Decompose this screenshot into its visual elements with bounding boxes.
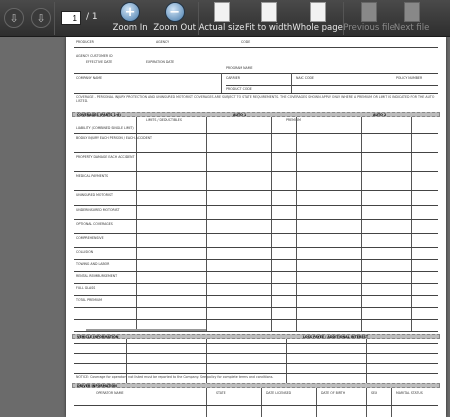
download-icon: ⇩ bbox=[4, 8, 24, 28]
auto-2-header: AUTO 2 bbox=[373, 112, 387, 117]
coverage-row-label: TOWING AND LABOR bbox=[76, 262, 110, 266]
coverage-row-label: COLLISION bbox=[76, 250, 94, 254]
form-rule bbox=[74, 133, 438, 134]
driver-section-header bbox=[72, 383, 440, 388]
page-number-input[interactable] bbox=[61, 11, 81, 25]
producer-label: PRODUCER bbox=[76, 40, 94, 44]
zoom-out-icon: − bbox=[165, 2, 185, 22]
loss-payee-label: LOSS PAYEE / ADDITIONAL INTEREST bbox=[303, 334, 369, 339]
pdf-page bbox=[66, 37, 446, 417]
zoom-in-icon: + bbox=[120, 2, 140, 22]
fit-to-width-icon bbox=[261, 2, 277, 22]
coverage-row-label: COMPREHENSIVE bbox=[76, 236, 104, 240]
agency-label: AGENCY bbox=[156, 40, 170, 44]
form-rule bbox=[206, 117, 207, 331]
form-rule bbox=[261, 388, 262, 417]
print-icon: ⇩ bbox=[31, 8, 51, 28]
notice-text: NOTICE: Coverage for operators not listed must be reported to the Company. See policy for complete terms and conditions. bbox=[76, 375, 274, 379]
coverages-title: COVERAGES (PARTS 1-6) bbox=[77, 112, 121, 117]
previous-file-button[interactable] bbox=[344, 0, 395, 37]
form-rule bbox=[74, 363, 438, 364]
marital-header: MARITAL STATUS bbox=[396, 391, 423, 395]
toolbar-divider bbox=[54, 2, 55, 35]
vehicle-title: VEHICLE INFORMATION bbox=[77, 334, 119, 339]
page-total-label: / 1 bbox=[86, 12, 98, 22]
actual-size-icon bbox=[214, 2, 230, 22]
coverage-row-label: LIABILITY (COMBINED SINGLE LIMIT) bbox=[76, 126, 134, 130]
product-label: PRODUCT CODE bbox=[226, 87, 252, 91]
next-file-label: Next file bbox=[393, 23, 430, 33]
zoom-out-label: Zoom Out bbox=[153, 23, 196, 33]
form-rule bbox=[391, 388, 392, 417]
coverage-row-label: BODILY INJURY EACH PERSON / EACH ACCIDENT bbox=[76, 136, 152, 140]
previous-file-icon bbox=[361, 2, 377, 22]
form-rule bbox=[74, 247, 438, 248]
coverage-row-label: OPTIONAL COVERAGES bbox=[76, 222, 113, 226]
operator-name-header: OPERATOR NAME bbox=[96, 391, 124, 395]
sidebar-toggle-button[interactable] bbox=[0, 0, 28, 37]
auto-1-header: AUTO 1 bbox=[233, 112, 247, 117]
agency-customer-id-label: AGENCY CUSTOMER ID bbox=[76, 54, 113, 58]
form-rule bbox=[296, 117, 297, 331]
form-rule bbox=[226, 85, 438, 86]
form-rule bbox=[361, 117, 362, 331]
naic-code-label: NAIC CODE bbox=[296, 76, 314, 80]
form-rule bbox=[74, 205, 438, 206]
form-rule bbox=[411, 117, 412, 331]
coverage-row-label: RENTAL REIMBURSEMENT bbox=[76, 274, 118, 278]
document-viewer[interactable] bbox=[0, 37, 450, 417]
form-rule bbox=[366, 388, 367, 417]
sex-header: SEX bbox=[371, 391, 378, 395]
next-file-button[interactable] bbox=[395, 0, 429, 37]
dob-header: DATE OF BIRTH bbox=[321, 391, 346, 395]
form-rule bbox=[74, 219, 438, 220]
company-label: COMPANY NAME bbox=[76, 76, 103, 80]
whole-page-label: Whole page bbox=[292, 23, 343, 33]
coverages-section-header bbox=[72, 112, 440, 117]
form-rule bbox=[74, 295, 438, 296]
fit-to-width-label: Fit to width bbox=[244, 23, 293, 33]
form-rule bbox=[74, 152, 438, 153]
form-rule bbox=[74, 271, 438, 272]
form-rule bbox=[74, 259, 438, 260]
form-rule bbox=[74, 353, 438, 354]
actual-size-button[interactable] bbox=[199, 0, 245, 37]
form-rule bbox=[206, 388, 207, 417]
form-rule bbox=[74, 233, 438, 234]
license-state-header: STATE bbox=[216, 391, 226, 395]
next-file-icon bbox=[404, 2, 420, 22]
whole-page-button[interactable] bbox=[293, 0, 343, 37]
effective-date-label: EFFECTIVE DATE bbox=[86, 60, 113, 64]
form-rule bbox=[74, 190, 438, 191]
vehicle-section-header bbox=[72, 334, 440, 339]
coverage-row-label: UNDERINSURED MOTORIST bbox=[76, 208, 120, 212]
form-rule bbox=[74, 47, 438, 48]
code-label: CODE bbox=[241, 40, 251, 44]
form-rule bbox=[74, 171, 438, 172]
form-rule bbox=[74, 373, 438, 374]
expiration-date-label: EXPIRATION DATE bbox=[146, 60, 175, 64]
form-rule bbox=[74, 307, 438, 308]
form-rule bbox=[316, 388, 317, 417]
zoom-in-label: Zoom In bbox=[112, 23, 148, 33]
pdf-toolbar bbox=[0, 0, 450, 37]
program-label: PROGRAM NAME bbox=[226, 66, 253, 70]
coverage-row-label: UNINSURED MOTORIST bbox=[76, 193, 113, 197]
form-rule bbox=[291, 73, 292, 93]
form-rule bbox=[74, 93, 438, 94]
form-rule bbox=[74, 405, 438, 406]
form-rule bbox=[271, 117, 272, 331]
driver-title: DRIVER INFORMATION bbox=[77, 383, 117, 388]
coverage-notice-text: COVERAGE - PERSONAL INJURY PROTECTION AND UNINSURED MOTORIST COVERAGES ARE SUBJECT TO STATE REQUIREMENTS. THE COVERAGES SHOWN APPLY ONLY WHERE A PREMIUM OR LIMIT IS INDICATED FOR THE AUTO LISTED. bbox=[76, 95, 435, 103]
fit-to-width-button[interactable] bbox=[245, 0, 293, 37]
form-rule bbox=[74, 319, 438, 320]
policy-number-label: POLICY NUMBER bbox=[396, 76, 423, 80]
actual-size-label: Actual size bbox=[198, 23, 245, 33]
coverage-row-label: TOTAL PREMIUM bbox=[76, 298, 103, 302]
premium-header: PREMIUM bbox=[286, 118, 301, 122]
form-rule bbox=[74, 331, 438, 332]
form-rule bbox=[74, 343, 438, 344]
date-licensed-header: DATE LICENSED bbox=[266, 391, 292, 395]
print-button[interactable] bbox=[28, 0, 54, 37]
form-rule bbox=[74, 283, 438, 284]
limits-header: LIMITS / DEDUCTIBLES bbox=[146, 118, 182, 122]
form-rule bbox=[221, 73, 222, 93]
form-rule bbox=[136, 117, 137, 331]
zoom-out-button[interactable] bbox=[152, 0, 198, 37]
coverage-row-label: FULL GLASS bbox=[76, 286, 96, 290]
previous-file-label: Previous file bbox=[343, 23, 395, 33]
zoom-in-button[interactable] bbox=[109, 0, 152, 37]
form-rule bbox=[74, 73, 438, 74]
whole-page-icon bbox=[310, 2, 326, 22]
coverage-row-label: PROPERTY DAMAGE EACH ACCIDENT bbox=[76, 155, 135, 159]
carrier-label: CARRIER bbox=[226, 76, 241, 80]
coverage-row-label: MEDICAL PAYMENTS bbox=[76, 174, 109, 178]
